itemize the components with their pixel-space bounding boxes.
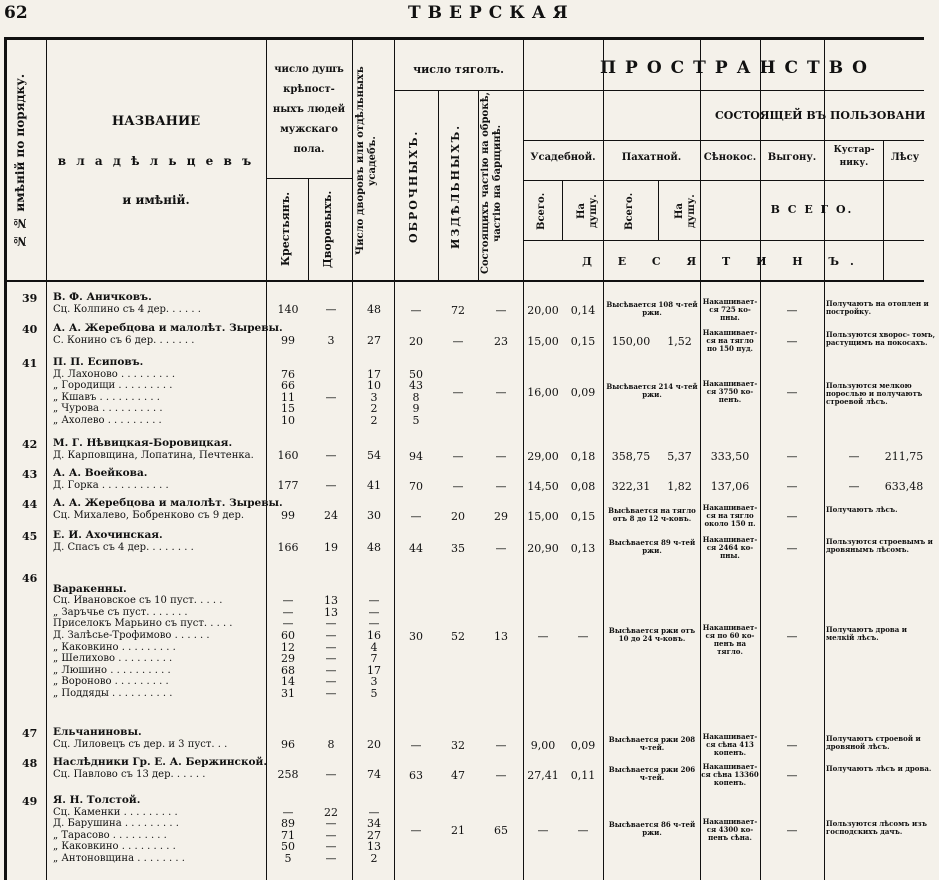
mixed-value: — bbox=[495, 541, 507, 555]
col-rule bbox=[824, 40, 825, 880]
peasants-value: 60 bbox=[281, 629, 295, 642]
col-rule bbox=[562, 180, 563, 240]
owner-estate-line: Наслѣдники Гр. Е. А. Бержинской. bbox=[53, 756, 267, 768]
peasants-value: 140 bbox=[277, 302, 299, 316]
peasants-value: 11 bbox=[281, 390, 295, 404]
yards-value: 3 bbox=[370, 675, 378, 689]
owner-estate-line: Сц. Павлово съ 13 дер. . . . . . bbox=[53, 768, 206, 780]
row-rule bbox=[523, 90, 924, 91]
peasants-value: 10 bbox=[281, 414, 295, 427]
peasants-value: 160 bbox=[277, 448, 299, 462]
senok-note: Накашивает- ся сѣна 413 копенъ. bbox=[702, 731, 758, 757]
header-in-use: СОСТОЯЩЕЙ ВЪ ПОЛЬЗОВАНИ bbox=[715, 109, 926, 122]
header-total-caps: В С Е Г О. bbox=[770, 203, 854, 216]
col-rule bbox=[394, 40, 395, 880]
vygon-value: — bbox=[786, 479, 798, 493]
senok-note: Накашивает- ся сѣна 13360 копенъ. bbox=[701, 761, 759, 787]
owner-estate-line: „ Поддяды . . . . . . . . . . bbox=[53, 688, 173, 699]
row-rule bbox=[523, 180, 924, 181]
kustar-value: — bbox=[848, 479, 860, 493]
pakh-value: 322,31 bbox=[611, 479, 651, 493]
yards-value: 2 bbox=[370, 402, 378, 416]
usad_d-value: 0,18 bbox=[570, 449, 596, 463]
pakh-note: Высѣвается 89 ч-тей ржи. bbox=[608, 537, 696, 555]
yards-value: 20 bbox=[367, 737, 381, 751]
usad-value: — bbox=[537, 630, 549, 643]
yards-value: 7 bbox=[370, 652, 378, 666]
obrok-value: 8 bbox=[412, 390, 420, 404]
izdel-value: — bbox=[452, 449, 464, 463]
peasants-value: — bbox=[282, 594, 294, 608]
yards-value: 54 bbox=[367, 448, 381, 462]
kustar-note: Получаютъ лѣсъ и дрова. bbox=[826, 763, 932, 773]
row-number: 43 bbox=[22, 468, 38, 481]
vygon-value: — bbox=[786, 303, 798, 317]
header-vygon: Выгону. bbox=[767, 152, 817, 163]
senok-value: 333,50 bbox=[710, 449, 750, 463]
owner-estate-line: М. Г. Нѣвицкая-Боровицкая. bbox=[53, 437, 233, 449]
household-value: — bbox=[325, 828, 337, 842]
yards-value: 16 bbox=[367, 629, 381, 642]
owner-estate-line: Е. И. Ахочинская. bbox=[53, 529, 163, 541]
peasants-value: — bbox=[282, 617, 294, 631]
usad-value: — bbox=[537, 824, 549, 837]
header-les: Лѣсу bbox=[890, 152, 920, 163]
header-pakh-total: Всего. bbox=[624, 192, 635, 230]
les-value: 633,48 bbox=[884, 479, 924, 493]
obrok-value: 9 bbox=[412, 402, 420, 416]
owner-estate-line: А. А. Жеребцова и малолѣт. Зыревы. bbox=[53, 322, 283, 334]
kustar-note: Пользуются мелкою порослью и получаютъ строевой лѣсъ. bbox=[826, 381, 923, 406]
peasants-value: — bbox=[282, 805, 294, 819]
senok-note: Накашивает- ся на тягло около 150 п. bbox=[702, 502, 758, 528]
household-value: — bbox=[325, 629, 337, 642]
obrok-value: — bbox=[410, 303, 422, 317]
yards-value: 30 bbox=[367, 508, 381, 522]
kustar-note: Получаютъ строевой и дровяной лѣсъ. bbox=[826, 733, 921, 751]
peasants-value: 5 bbox=[284, 852, 292, 865]
mixed-value: 29 bbox=[494, 509, 508, 523]
pakh-per-soul-value: 1,52 bbox=[667, 334, 692, 348]
header-pakh: Пахатной. bbox=[621, 152, 682, 163]
vygon-value: — bbox=[786, 630, 798, 643]
peasants-value: 76 bbox=[281, 367, 295, 381]
row-rule bbox=[394, 90, 523, 91]
owner-estate-line: Сц. Михалево, Бобренково съ 9 дер. bbox=[53, 509, 245, 521]
usad_d-value: 0,15 bbox=[570, 509, 596, 523]
izdel-value: 72 bbox=[451, 303, 465, 317]
izdel-value: — bbox=[452, 386, 464, 399]
header-kustar: Кустар- нику. bbox=[833, 145, 875, 168]
yards-value: — bbox=[368, 605, 380, 619]
owner-estate-line: „ Люшино . . . . . . . . . . bbox=[53, 664, 171, 676]
izdel-value: — bbox=[452, 479, 464, 493]
izdel-value: 52 bbox=[451, 630, 465, 643]
yards-value: 4 bbox=[370, 640, 378, 654]
row-rule bbox=[523, 240, 924, 241]
senok-note: Накашивает- ся на тягло по 150 пуд. bbox=[702, 327, 758, 353]
obrok-value: 94 bbox=[409, 449, 423, 463]
household-value: — bbox=[325, 640, 337, 654]
senok-note: Накашивает- ся 2464 ко- пны. bbox=[702, 534, 758, 560]
household-value: 13 bbox=[324, 605, 338, 619]
col-rule bbox=[308, 178, 309, 280]
yards-value: 3 bbox=[370, 390, 378, 404]
les-value: 211,75 bbox=[884, 449, 924, 463]
yards-value: 13 bbox=[367, 840, 381, 854]
usad_d-value: 0,14 bbox=[570, 303, 596, 317]
owner-estate-line: Д. Спасъ съ 4 дер. . . . . . . . bbox=[53, 541, 194, 553]
household-value: 19 bbox=[324, 540, 338, 554]
usad-value: 14,50 bbox=[527, 479, 559, 493]
vygon-value: — bbox=[786, 386, 798, 399]
obrok-value: 30 bbox=[409, 630, 423, 643]
obrok-value: — bbox=[410, 509, 422, 523]
owner-estate-line: „ Ахолево . . . . . . . . . bbox=[53, 415, 162, 426]
pakh-note: Высѣвается ржи отъ 10 до 24 ч-ковъ. bbox=[608, 626, 696, 643]
usad_d-value: 0,13 bbox=[570, 541, 596, 555]
header-name-2: в л а д ѣ л ь ц е в ъ bbox=[57, 154, 255, 168]
yards-value: — bbox=[368, 617, 380, 631]
owner-estate-line: „ Тарасово . . . . . . . . . bbox=[53, 829, 167, 841]
header-order: № № имѣній по порядку. bbox=[13, 73, 27, 249]
pakh-note: Высѣвается 86 ч-тей ржи. bbox=[608, 820, 696, 837]
senok-note: Накашивает- ся 3750 ко- пенъ. bbox=[702, 379, 758, 404]
owner-estate-line: „ Вороново . . . . . . . . . bbox=[53, 676, 169, 688]
yards-value: 17 bbox=[367, 663, 381, 677]
owner-estate-line: Д. Барушина . . . . . . . . . bbox=[53, 818, 179, 830]
vygon-value: — bbox=[786, 824, 798, 837]
usad_d-value: — bbox=[577, 824, 589, 837]
kustar-note: Получаютъ лѣсъ. bbox=[826, 504, 898, 514]
obrok-value: 20 bbox=[409, 334, 423, 348]
mixed-value: — bbox=[495, 386, 507, 399]
header-bottom-rule bbox=[4, 280, 924, 282]
vygon-value: — bbox=[786, 738, 798, 752]
row-rule bbox=[523, 140, 924, 141]
owner-estate-line: Сц. Каменки . . . . . . . . . bbox=[53, 806, 178, 818]
row-number: 45 bbox=[22, 530, 38, 543]
yards-value: 48 bbox=[367, 302, 381, 316]
peasants-value: 258 bbox=[277, 767, 299, 781]
obrok-value: — bbox=[410, 738, 422, 752]
household-value: — bbox=[325, 448, 337, 462]
header-pakh-per-soul: На душу. bbox=[674, 194, 697, 228]
usad_d-value: 0,08 bbox=[570, 479, 596, 493]
owner-estate-line: Д. Карповщина, Лопатина, Печтенка. bbox=[53, 449, 254, 461]
pakh-note: Высѣвается 108 ч-тей ржи. bbox=[606, 299, 698, 317]
owner-estate-line: „ Заръчье съ пуст. . . . . . . bbox=[53, 606, 188, 618]
household-value: — bbox=[325, 663, 337, 677]
owner-estate-line: С. Конино съ 6 дер. . . . . . . bbox=[53, 334, 195, 346]
senok-note: Накашивает- ся 725 ко- пны. bbox=[702, 296, 758, 322]
header-name-3: и имѣній. bbox=[122, 193, 190, 207]
household-value: 22 bbox=[324, 805, 338, 819]
row-number: 44 bbox=[22, 498, 38, 511]
household-value: — bbox=[325, 687, 337, 700]
pakh-value: 358,75 bbox=[611, 449, 651, 463]
obrok-value: 63 bbox=[409, 768, 423, 782]
header-desyatin: Д Е С Я Т И Н Ъ. bbox=[582, 255, 865, 268]
obrok-value: 50 bbox=[409, 367, 423, 381]
peasants-value: 66 bbox=[281, 379, 295, 393]
vygon-value: — bbox=[786, 449, 798, 463]
peasants-value: 99 bbox=[281, 508, 295, 522]
owner-estate-line: Ельчаниновы. bbox=[53, 726, 142, 738]
owner-estate-line: Д. Горка . . . . . . . . . . . bbox=[53, 479, 169, 491]
yards-value: 17 bbox=[367, 367, 381, 381]
header-space: ПРОСТРАНСТВО bbox=[600, 58, 876, 78]
mixed-value: — bbox=[495, 303, 507, 317]
yards-value: 2 bbox=[370, 414, 378, 427]
row-number: 40 bbox=[22, 323, 38, 336]
pakh-note: Высѣвается ржи 208 ч-тей. bbox=[608, 734, 696, 752]
header-obrok: ОБРОЧНЫХЪ. bbox=[407, 129, 420, 243]
col-rule bbox=[352, 40, 353, 880]
owner-estate-line: В. Ф. Аничковъ. bbox=[53, 291, 152, 303]
pakh-value: 150,00 bbox=[611, 334, 651, 348]
header-usad-per-soul: На душу. bbox=[576, 194, 599, 228]
kustar-note: Пользуются лѣсомъ изъ господскихъ дачъ. bbox=[826, 819, 928, 836]
yards-value: — bbox=[368, 594, 380, 608]
owner-estate-line: А. А. Воейкова. bbox=[53, 467, 148, 479]
kustar-note: Получаютъ на отоплен и постройку. bbox=[826, 298, 929, 316]
peasants-value: 89 bbox=[281, 817, 295, 831]
izdel-value: 35 bbox=[451, 541, 465, 555]
household-value: — bbox=[325, 840, 337, 854]
pakh-per-soul-value: 1,82 bbox=[667, 479, 692, 493]
peasants-value: 166 bbox=[277, 540, 299, 554]
owner-estate-line: П. П. Есиповъ. bbox=[53, 356, 144, 368]
kustar-note: Пользуются строевымъ и дровянымъ лѣсомъ. bbox=[826, 536, 933, 554]
peasants-value: 29 bbox=[281, 652, 295, 666]
mixed-value: 23 bbox=[494, 334, 508, 348]
yards-value: 74 bbox=[367, 767, 381, 781]
mixed-value: 13 bbox=[494, 630, 508, 643]
vygon-value: — bbox=[786, 509, 798, 523]
peasants-value: 31 bbox=[281, 687, 295, 700]
izdel-value: 20 bbox=[451, 509, 465, 523]
owner-estate-line: „ Каковкино . . . . . . . . . bbox=[53, 641, 176, 653]
household-value: — bbox=[325, 767, 337, 781]
peasants-value: 68 bbox=[281, 663, 295, 677]
peasants-value: 50 bbox=[281, 840, 295, 854]
yards-value: 48 bbox=[367, 540, 381, 554]
yards-value: 41 bbox=[367, 478, 381, 492]
usad-value: 27,41 bbox=[527, 768, 559, 782]
yards-value: 2 bbox=[370, 852, 378, 865]
vygon-value: — bbox=[786, 541, 798, 555]
household-value: — bbox=[325, 478, 337, 492]
mixed-value: — bbox=[495, 768, 507, 782]
usad-value: 15,00 bbox=[527, 509, 559, 523]
header-tyagla: число тяголъ. bbox=[413, 63, 504, 76]
peasants-value: 12 bbox=[281, 640, 295, 654]
owner-estate-line: А. А. Жеребцова и малолѣт. Зыревы. bbox=[53, 497, 283, 509]
usad_d-value: 0,11 bbox=[570, 768, 596, 782]
usad_d-value: 0,15 bbox=[570, 334, 596, 348]
pakh-note: Высѣвается ржи 206 ч-тей. bbox=[608, 764, 696, 782]
obrok-value: 70 bbox=[409, 479, 423, 493]
usad_d-value: 0,09 bbox=[570, 738, 596, 752]
owner-estate-line: Приселокъ Марьино съ пуст. . . . . bbox=[53, 618, 233, 630]
household-value: 8 bbox=[327, 737, 335, 751]
row-number: 49 bbox=[22, 795, 38, 808]
row-number: 46 bbox=[22, 572, 38, 585]
obrok-value: 44 bbox=[409, 541, 423, 555]
col-rule bbox=[266, 40, 267, 880]
page-title: ТВЕРСКАЯ bbox=[408, 3, 575, 23]
mixed-value: — bbox=[495, 738, 507, 752]
obrok-value: 5 bbox=[412, 414, 420, 427]
kustar-note: Получаютъ дрова и мелкій лѣсъ. bbox=[826, 625, 907, 642]
peasants-value: — bbox=[282, 605, 294, 619]
header-izdel: ИЗДѢЛЬНЫХЪ. bbox=[449, 123, 462, 249]
owner-estate-line: Варакенны. bbox=[53, 582, 127, 595]
row-number: 39 bbox=[22, 292, 38, 305]
owner-estate-line: Д. Залѣсье-Трофимово . . . . . . bbox=[53, 630, 210, 641]
row-rule bbox=[266, 178, 352, 179]
household-value: — bbox=[325, 302, 337, 316]
row-number: 48 bbox=[22, 757, 38, 770]
owner-estate-line: „ Каковкино . . . . . . . . . bbox=[53, 841, 176, 853]
obrok-value: 43 bbox=[409, 379, 423, 393]
kustar-note: Пользуются хворос- томъ, растущимъ на покосахъ. bbox=[826, 329, 936, 347]
pakh-note: Высѣвается на тягло отъ 8 до 12 ч-ковъ. bbox=[608, 505, 696, 523]
obrok-value: — bbox=[410, 824, 422, 837]
peasants-value: 14 bbox=[281, 675, 295, 689]
household-value: — bbox=[325, 390, 337, 404]
vygon-value: — bbox=[786, 334, 798, 348]
yards-value: 34 bbox=[367, 817, 381, 831]
senok-note: Накашивает- ся по 60 ко- пенъ на тягло. bbox=[702, 623, 758, 656]
yards-value: — bbox=[368, 805, 380, 819]
yards-value: 27 bbox=[367, 333, 381, 347]
izdel-value: 47 bbox=[451, 768, 465, 782]
row-number: 42 bbox=[22, 438, 38, 451]
usad_d-value: — bbox=[577, 630, 589, 643]
usad-value: 20,00 bbox=[527, 303, 559, 317]
peasants-value: 177 bbox=[277, 478, 299, 492]
usad-value: 20,90 bbox=[527, 541, 559, 555]
senok-note: Накашивает- ся 4300 ко- пенъ сѣна. bbox=[702, 817, 758, 842]
owner-estate-line: „ Кшавъ . . . . . . . . . . bbox=[53, 391, 160, 403]
household-value: 3 bbox=[327, 333, 335, 347]
owner-estate-line: Сц. Лиловецъ съ дер. и 3 пуст. . . bbox=[53, 738, 228, 750]
owner-estate-line: „ Городищи . . . . . . . . . bbox=[53, 380, 173, 392]
usad_d-value: 0,09 bbox=[570, 386, 596, 399]
header-household: Дворовыхъ. bbox=[321, 190, 334, 268]
household-value: 13 bbox=[324, 594, 338, 608]
yards-value: 27 bbox=[367, 828, 381, 842]
header-usad: Усадебной. bbox=[530, 152, 596, 163]
vygon-value: — bbox=[786, 768, 798, 782]
owner-estate-line: Я. Н. Толстой. bbox=[53, 794, 141, 806]
col-rule bbox=[478, 90, 479, 280]
izdel-value: 32 bbox=[451, 738, 465, 752]
owner-estate-line: „ Шелихово . . . . . . . . . bbox=[53, 653, 173, 665]
col-rule bbox=[438, 90, 439, 280]
header-mixed: Состоящихъ частію на оброкѣ, частію на барщинѣ. bbox=[480, 92, 503, 274]
peasants-value: 96 bbox=[281, 737, 295, 751]
header-peasants: Крестьянъ. bbox=[279, 191, 292, 267]
peasants-value: 71 bbox=[281, 828, 295, 842]
owner-estate-line: „ Чурова . . . . . . . . . . bbox=[53, 403, 163, 415]
mixed-value: — bbox=[495, 479, 507, 493]
izdel-value: — bbox=[452, 334, 464, 348]
yards-value: 10 bbox=[367, 379, 381, 393]
pakh-per-soul-value: 5,37 bbox=[667, 449, 692, 463]
row-number: 41 bbox=[22, 357, 38, 370]
mixed-value: — bbox=[495, 449, 507, 463]
peasants-value: 15 bbox=[281, 402, 295, 416]
owner-estate-line: Сц. Ивановское съ 10 пуст. . . . . bbox=[53, 595, 223, 607]
izdel-value: 21 bbox=[451, 824, 465, 837]
peasants-value: 99 bbox=[281, 333, 295, 347]
owner-estate-line: „ Антоновщина . . . . . . . . bbox=[53, 853, 185, 864]
kustar-value: — bbox=[848, 449, 860, 463]
owner-estate-line: Д. Лахоново . . . . . . . . . bbox=[53, 368, 176, 380]
col-rule bbox=[658, 180, 659, 240]
pakh-note: Высѣвается 214 ч-тей ржи. bbox=[606, 382, 698, 399]
owner-estate-line: Сц. Колпино съ 4 дер. . . . . . bbox=[53, 303, 201, 315]
usad-value: 15,00 bbox=[527, 334, 559, 348]
mixed-value: 65 bbox=[494, 824, 508, 837]
header-senok: Сѣнокос. bbox=[703, 152, 757, 163]
household-value: — bbox=[325, 817, 337, 831]
header-yards: Число дворовъ или отдѣльныхъ усадебъ. bbox=[355, 66, 378, 256]
header-usad-total: Всего. bbox=[536, 192, 547, 230]
usad-value: 9,00 bbox=[530, 738, 556, 752]
usad-value: 16,00 bbox=[527, 386, 559, 399]
usad-value: 29,00 bbox=[527, 449, 559, 463]
household-value: 24 bbox=[324, 508, 338, 522]
page-number: 62 bbox=[4, 3, 28, 23]
header-souls: число душъ крѣпост- ныхъ людей мужскаго пола. bbox=[272, 64, 346, 155]
household-value: — bbox=[325, 852, 337, 865]
household-value: — bbox=[325, 652, 337, 666]
senok-value: 137,06 bbox=[710, 479, 750, 493]
household-value: — bbox=[325, 617, 337, 631]
row-number: 47 bbox=[22, 727, 38, 740]
header-name-1: НАЗВАНИЕ bbox=[111, 114, 201, 129]
yards-value: 5 bbox=[370, 687, 378, 700]
household-value: — bbox=[325, 675, 337, 689]
